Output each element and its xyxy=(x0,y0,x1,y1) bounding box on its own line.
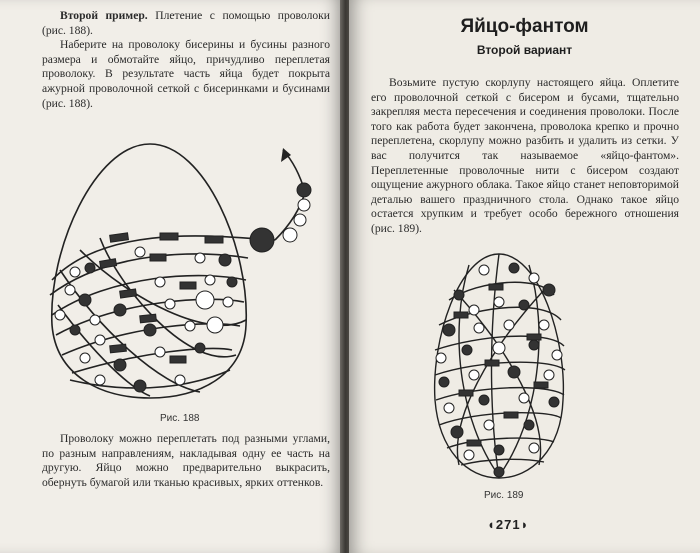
second-example-heading: Второй пример. xyxy=(60,9,148,22)
page-number-value: 271 xyxy=(495,517,521,532)
right-text xyxy=(371,76,679,237)
paragraph-wire-directions: Проволоку можно переплетать под разными углами, по разным направлениям, накладывая одну ее часть на другую. Яйцо можно предварительно выкрасить, обернуть бумагой или тканью красивых, ярких оттенков. xyxy=(42,432,330,489)
right-page xyxy=(349,0,700,553)
left-text-bottom xyxy=(42,432,330,490)
section-title: Яйцо-фантом xyxy=(460,16,589,37)
section-subtitle: Второй вариант xyxy=(476,43,573,57)
second-example-text: Плетение с помощью проволоки (рис. 188). xyxy=(42,9,330,37)
left-text-top xyxy=(42,9,330,111)
figure-188-wire-egg xyxy=(0,130,343,430)
paragraph-second-example xyxy=(42,9,330,38)
paragraph-instructions: Наберите на проволоку бисерины и бусины разного размера и обмотайте яйцо, причудливо переплетая проволоку. В результате часть яйца будет покрыта ажурной проволочной сеткой с бисеринками и бусинами (рис. 188). xyxy=(42,38,330,110)
figure-189-phantom-egg xyxy=(349,250,700,490)
figure-189-caption: Рис. 189 xyxy=(484,490,524,501)
paragraph-phantom-egg: Возьмите пустую скорлупу настоящего яйца. Оплетите его проволочной сеткой с бисером и бусами, тщательно закрепляя места пересечения и соединения проволоки. После того как работа будет закончена, проволока крепко и прочно переплетена, скорлупу можно разбить и удалить из сетки. У вас получится так называемое «яйцо-фантом». Переплетенные проволочные нити с бисером создают ощущение ажурного облака. Такое яйцо станет неповторимой деталью вашего праздничного стола. Однако такое яйцо остается хрупким и требует особо бережного отношения (рис. 189). xyxy=(371,76,679,235)
page-number: ◖271◗ xyxy=(487,517,530,532)
left-page xyxy=(0,0,343,553)
figure-188-caption: Рис. 188 xyxy=(160,413,200,424)
